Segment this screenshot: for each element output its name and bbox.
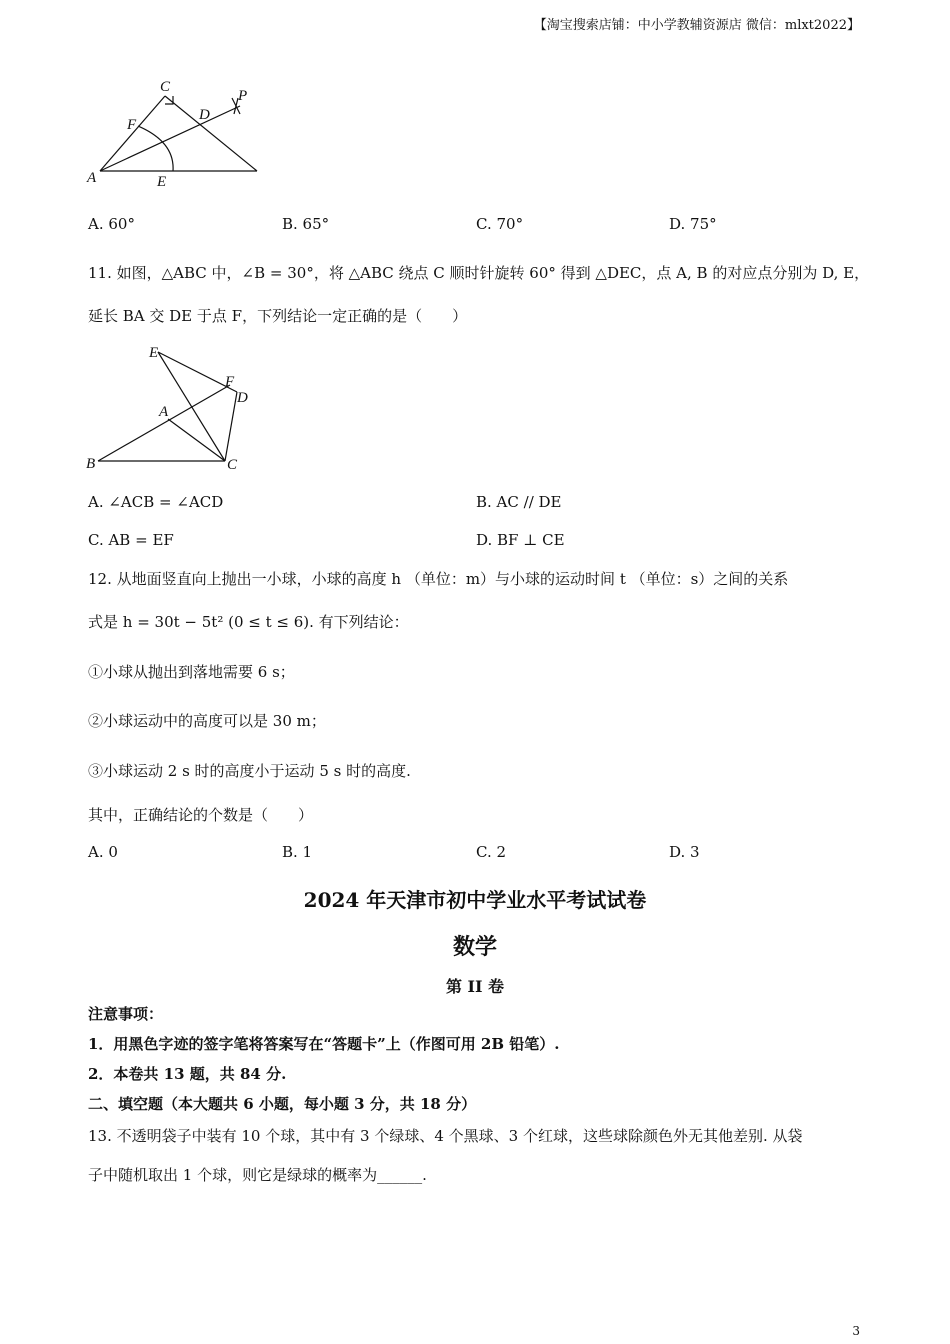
q12-option-d: D. 3 [669, 843, 700, 861]
q11-segment-ac [168, 419, 225, 461]
q12-option-c: C. 2 [476, 843, 507, 861]
q11-label-a: A [159, 404, 169, 420]
page-header: 【淘宝搜索店铺：中小学教辅资源店 微信：mlxt2022】 [533, 18, 860, 33]
q10-label-f: F [127, 117, 137, 133]
page-number: 3 [852, 1324, 860, 1338]
q11-label-b: B [86, 456, 96, 472]
q10-label-c: C [160, 79, 171, 95]
q10-option-a: A. 60° [88, 215, 135, 233]
exam-title: 2024 年天津市初中学业水平考试试卷 [303, 888, 647, 912]
q10-ray-ap [100, 106, 240, 171]
q10-label-a: A [87, 170, 97, 186]
q12-statement-2: ②小球运动中的高度可以是 30 m； [88, 712, 326, 730]
q13-stem-line2: 子中随机取出 1 个球，则它是绿球的概率为______. [88, 1166, 427, 1184]
q10-option-b: B. 65° [282, 215, 330, 233]
q11-label-f: F [225, 374, 235, 390]
q11-option-a: A. ∠ACB = ∠ACD [88, 493, 224, 511]
q12-statement-1: ①小球从抛出到落地需要 6 s； [88, 663, 295, 681]
q11-option-b: B. AC // DE [476, 493, 562, 511]
section-2-heading: 二、填空题（本大题共 6 小题，每小题 3 分，共 18 分） [88, 1095, 477, 1113]
q11-option-c: C. AB = EF [88, 531, 174, 549]
q10-option-d: D. 75° [669, 215, 717, 233]
q10-arc [138, 126, 173, 171]
q11-stem-line2: 延长 BA 交 DE 于点 F，下列结论一定正确的是（ ） [88, 307, 468, 325]
q13-stem-line1: 13. 不透明袋子中装有 10 个球，其中有 3 个绿球、4 个黑球、3 个红球，这些球除颜色外无其他差别. 从袋 [88, 1127, 803, 1145]
q10-label-p: P [238, 88, 248, 104]
q12-stem-line1: 12. 从地面竖直向上抛出一小球，小球的高度 h （单位：m）与小球的运动时间 t （单位：s）之间的关系 [88, 570, 789, 588]
q11-label-c: C [227, 457, 238, 473]
note-2: 2．本卷共 13 题，共 84 分. [88, 1065, 287, 1083]
q12-question: 其中，正确结论的个数是（ ） [88, 806, 314, 824]
q11-label-d: D [237, 390, 248, 406]
q12-option-a: A. 0 [88, 843, 118, 861]
q11-figure [80, 340, 270, 475]
subject-title: 数学 [452, 934, 497, 960]
q10-figure [80, 72, 270, 192]
q11-option-d: D. BF ⊥ CE [476, 531, 565, 549]
q11-stem-line1: 11. 如图，△ABC 中，∠B = 30°，将 △ABC 绕点 C 顺时针旋转 60° 得到 △DEC，点 A, B 的对应点分别为 D, E， [88, 264, 870, 282]
notes-heading: 注意事项： [88, 1005, 164, 1023]
note-1: 1．用黑色字迹的签字笔将答案写在“答题卡”上（作图可用 2B 铅笔）. [88, 1035, 560, 1053]
q10-segment-ac [100, 96, 165, 171]
q11-segment-dc [225, 392, 237, 461]
volume-title: 第 II 卷 [445, 977, 505, 996]
q10-segment-cb [165, 96, 257, 171]
q10-label-d: D [199, 107, 210, 123]
q10-option-c: C. 70° [476, 215, 524, 233]
q12-statement-3: ③小球运动 2 s 时的高度小于运动 5 s 时的高度. [88, 762, 411, 780]
q10-label-e: E [157, 174, 167, 190]
q11-label-e: E [149, 345, 159, 361]
q12-stem-line2: 式是 h = 30t − 5t² (0 ≤ t ≤ 6). 有下列结论： [88, 613, 409, 631]
q12-option-b: B. 1 [282, 843, 313, 861]
